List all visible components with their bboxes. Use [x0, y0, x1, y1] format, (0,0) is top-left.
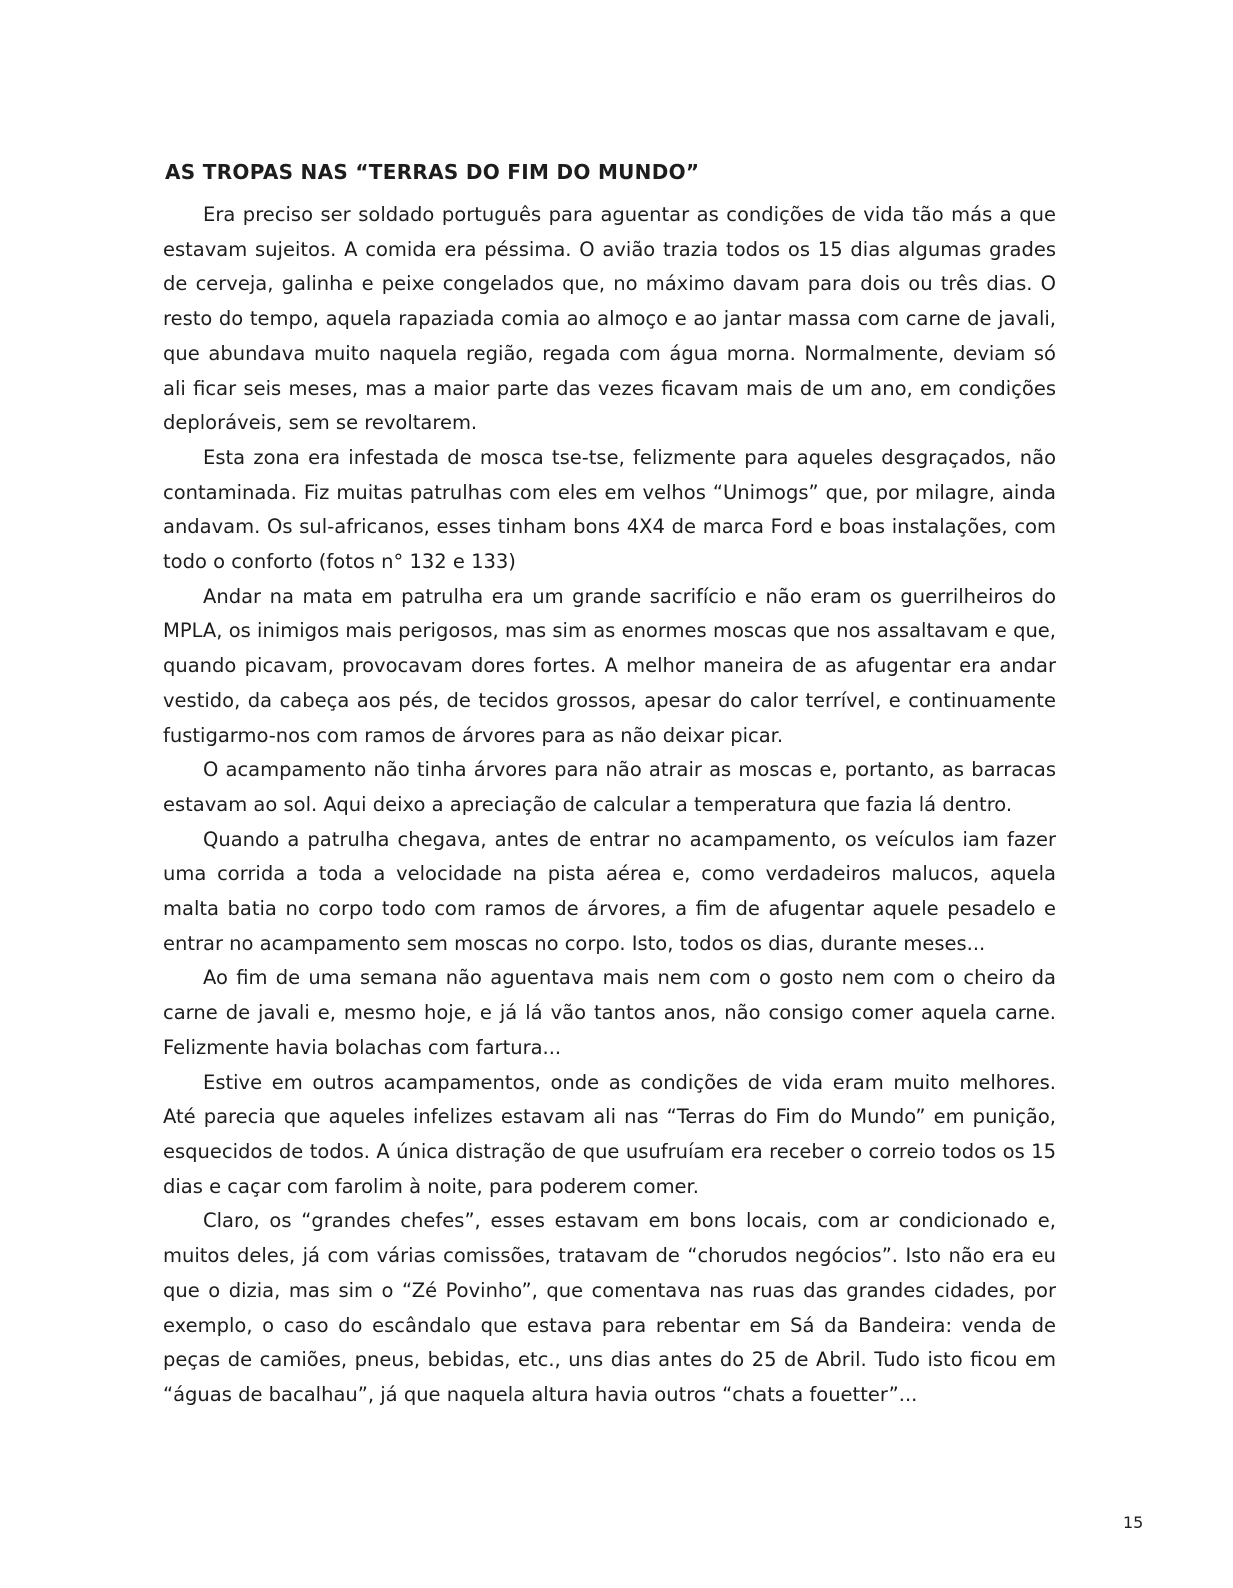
paragraph-4: O acampamento não tinha árvores para não atrair as moscas e, portanto, as barracas estavam ao sol. Aqui deixo a apreciação de calcular a temperatura que fazia lá dentro. [163, 758, 1056, 816]
page-number: 15 [1123, 1513, 1144, 1532]
paragraph-5: Quando a patrulha chegava, antes de entrar no acampamento, os veículos iam fazer uma corrida a toda a velocidade na pista aérea e, como verdadeiros malucos, aquela malta batia no corpo todo com ramos de árvores, a fim de afugentar aquele pesadelo e entrar no acampamento sem moscas no corpo. Isto, todos os dias, durante meses... [163, 827, 1056, 955]
paragraph-1: Era preciso ser soldado português para aguentar as condições de vida tão más a que estavam sujeitos. A comida era péssima. O avião trazia todos os 15 dias algumas grades de cerveja, galinha e peixe congelados que, no máximo davam para dois ou três dias. O resto do tempo, aquela rapaziada comia ao almoço e ao jantar massa com carne de javali, que abundava muito naquela região, regada com água morna. Normalmente, deviam só ali ficar seis meses, mas a maior parte das vezes ficavam mais de um ano, em condições deploráveis, sem se revoltarem. [163, 203, 1056, 435]
paragraph-2: Esta zona era infestada de mosca tse-tse, felizmente para aqueles desgraçados, não contaminada. Fiz muitas patrulhas com eles em velhos “Unimogs” que, por milagre, ainda andavam. Os sul-africanos, esses tinham bons 4X4 de marca Ford e boas instalações, com todo o conforto (fotos n° 132 e 133) [163, 445, 1056, 574]
paragraph-3: Andar na mata em patrulha era um grande sacrifício e não eram os guerrilheiros do MPLA, os inimigos mais perigosos, mas sim as enormes moscas que nos assaltavam e que, quando picavam, provocavam dores fortes. A melhor maneira de as afugentar era andar vestido, da cabeça aos pés, de tecidos grossos, apesar do calor terrível, e continuamente fustigarmo-nos com ramos de árvores para as não deixar picar. [163, 584, 1056, 747]
section-heading: AS TROPAS NAS “TERRAS DO FIM DO MUNDO” [165, 160, 700, 184]
body-text [163, 198, 1056, 1413]
paragraph-7: Estive em outros acampamentos, onde as condições de vida eram muito melhores. Até parecia que aqueles infelizes estavam ali nas “Terras do Fim do Mundo” em punição, esquecidos de todos. A única distração de que usufruíam era receber o correio todos os 15 dias e caçar com farolim à noite, para poderem comer. [163, 1070, 1056, 1198]
paragraph-8: Claro, os “grandes chefes”, esses estavam em bons locais, com ar condicionado e, muitos deles, já com várias comissões, tratavam de “chorudos negócios”. Isto não era eu que o dizia, mas sim o “Zé Povinho”, que comentava nas ruas das grandes cidades, por exemplo, o caso do escândalo que estava para rebentar em Sá da Bandeira: venda de peças de camiões, pneus, bebidas, etc., uns dias antes do 25 de Abril. Tudo isto ficou em “águas de bacalhau”, já que naquela altura havia outros “chats a fouetter”... [163, 1209, 1056, 1406]
paragraph-6: Ao fim de uma semana não aguentava mais nem com o gosto nem com o cheiro da carne de javali e, mesmo hoje, e já lá vão tantos anos, não consigo comer aquela carne. Felizmente havia bolachas com fartura... [163, 966, 1056, 1059]
